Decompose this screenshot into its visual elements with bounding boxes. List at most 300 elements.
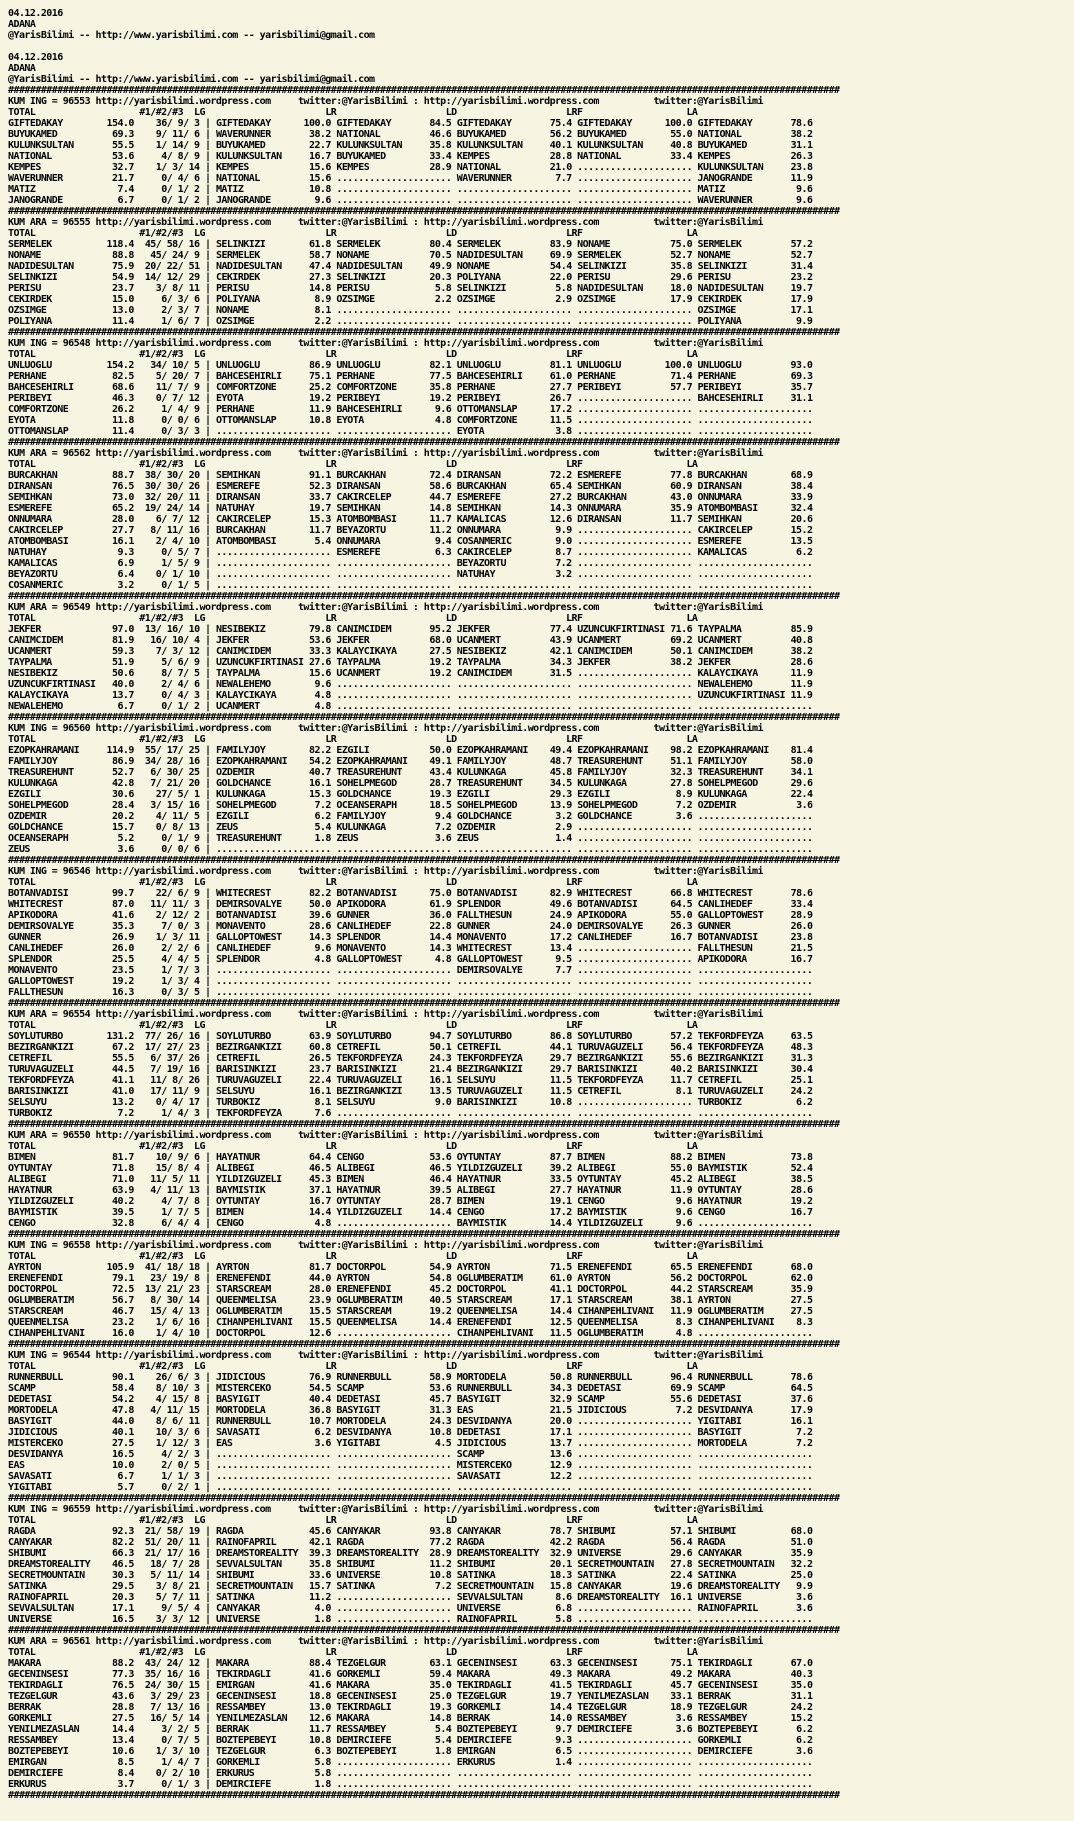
lr-value: 24.3 (429, 1053, 452, 1064)
lr-name: SELINKIZI (336, 272, 386, 283)
ld-name: POLIYANA (456, 272, 501, 283)
lr-value: 35.8 (429, 382, 452, 393)
lrf-value: 4.8 (675, 1328, 693, 1339)
lg-value: 28.6 (308, 921, 331, 932)
lrf-name: QUEENMELISA (577, 1317, 638, 1328)
lr-name: ESMEREFE (336, 547, 381, 558)
ld-name: DREAMSTOREALITY (456, 1548, 539, 1559)
dot-fill: ..................... (456, 184, 572, 195)
lrf-value: 75.0 (670, 239, 693, 250)
lr-value: 1.8 (434, 1746, 452, 1757)
lg-name: BAHCESEHIRLI (215, 371, 282, 382)
total-score: 5.7 (117, 1482, 134, 1493)
la-value: 8.3 (796, 1317, 813, 1328)
dot-fill: ..................... (336, 173, 452, 184)
placings: 32/ 20/ 11 (144, 492, 200, 503)
lrf-name: DEMIRSOVALYE (577, 921, 643, 932)
placings: 11/ 11/ 3 (150, 899, 200, 910)
lrf-value: 11.7 (670, 514, 693, 525)
total-score: 46.5 (111, 1559, 134, 1570)
table-row: JIDICIOUS 40.1 10/ 3/ 6 | SAVASATI 6.2 DESVIDANYA 10.8 DEDETASI 17.1 ..................... BASYIGIT 7.2 (8, 1427, 813, 1438)
placings: 51/ 20/ 11 (144, 1537, 200, 1548)
ld-value: 72.2 (549, 470, 572, 481)
ld-value: 14.4 (549, 1702, 572, 1713)
horse-name: APIKODORA (8, 910, 58, 921)
dot-fill: ..................... (336, 1460, 452, 1471)
dot-fill: ..................... (577, 195, 692, 206)
placings: 0/ 1/ 5 (161, 580, 200, 591)
horse-name: SPLENDOR (8, 954, 52, 965)
placings: 0/ 1/ 10 (155, 569, 200, 580)
dot-fill: ..................... (697, 976, 813, 987)
placings: 1/ 14/ 9 (155, 140, 200, 151)
lg-name: GALLOPTOWEST (215, 932, 282, 943)
lg-name: SEMIHKAN (215, 470, 260, 481)
placings: 15/ 4/ 13 (150, 1306, 200, 1317)
horse-name: POLIYANA (8, 316, 52, 327)
la-value: 58.0 (790, 756, 813, 767)
table-row: QUEENMELISA 23.2 1/ 6/ 16 | CIHANPEHLIVANI 15.5 QUEENMELISA 14.4 ERENEFENDI 12.5 QUEENMELISA 8.3 CIHANPEHLIVANI 8.3 (8, 1317, 813, 1328)
lr-name: NONAME (336, 250, 370, 261)
ld-value: 3.2 (555, 569, 572, 580)
dot-fill: ..................... (215, 569, 331, 580)
column-header-lrf: LRF (566, 1647, 583, 1658)
lr-name: FAMILYJOY (336, 811, 386, 822)
ld-name: CIHANPEHLIVANI (456, 1328, 534, 1339)
la-value: 21.5 (790, 943, 813, 954)
column-header-lrf: LRF (566, 734, 583, 745)
lg-value: 91.1 (308, 470, 331, 481)
la-value: 32.4 (790, 503, 813, 514)
horse-name: ZEUS (8, 844, 30, 855)
lr-name: TEKFORDFEYZA (336, 1053, 402, 1064)
lg-name: SEVVALSULTAN (215, 1559, 282, 1570)
lg-name: SOHELPMEGOD (215, 800, 277, 811)
lr-value: 10.8 (429, 1427, 452, 1438)
lrf-value: 55.0 (670, 129, 693, 140)
dot-fill: ..................... (577, 1482, 692, 1493)
la-value: 31.1 (790, 393, 813, 404)
lg-name: BAYMISTIK (215, 1185, 266, 1196)
total-score: 79.1 (111, 1273, 134, 1284)
lg-name: OGLUMBERATIM (215, 1306, 282, 1317)
ld-value: 21.5 (549, 1405, 572, 1416)
lg-value: 39.6 (308, 910, 331, 921)
la-name: ESMEREFE (697, 536, 742, 547)
lrf-value: 16.7 (670, 932, 693, 943)
dot-fill: ..................... (336, 195, 452, 206)
lr-value: 11.7 (429, 514, 452, 525)
dot-fill: ..................... (577, 1768, 692, 1779)
header-line: 04.12.2016 (8, 8, 63, 19)
lrf-name: RESSAMBEY (577, 1713, 627, 1724)
lrf-value: 50.1 (670, 646, 693, 657)
lg-name: SPLENDOR (215, 954, 260, 965)
la-value: 17.9 (790, 1405, 813, 1416)
horse-name: SEMIHKAN (8, 492, 52, 503)
dot-fill: ..................... (456, 844, 572, 855)
ld-value: 33.5 (549, 1174, 572, 1185)
table-row: RESSAMBEY 13.4 0/ 7/ 5 | BOZTEPEBEYI 10.8 DEMIRCIEFE 5.4 DEMIRCIEFE 9.3 ..................... GORKEMLI 6.2 (8, 1735, 813, 1746)
la-value: 29.6 (790, 778, 813, 789)
column-header-la: LA (686, 1141, 698, 1152)
placings: 1/ 3/ 14 (155, 162, 200, 173)
horse-name: MISTERCEKO (8, 1438, 63, 1449)
horse-name: MORTODELA (8, 1405, 58, 1416)
separator-line: ######################################################################################################################################################## (8, 1229, 840, 1240)
lr-name: DREAMSTOREALITY (336, 1548, 419, 1559)
horse-name: BARISINKIZI (8, 1086, 69, 1097)
lrf-value: 7.2 (675, 800, 693, 811)
table-row: PERIBEYI 46.3 0/ 7/ 12 | EYOTA 19.2 PERIBEYI 19.2 PERIBEYI 26.7 ..................... BAHCESEHIRLI 31.1 (8, 393, 813, 404)
ld-name: GIFTEDAKAY (456, 118, 512, 129)
column-header-la: LA (686, 1361, 698, 1372)
lrf-value: 57.1 (670, 1526, 693, 1537)
dot-fill: ..................... (336, 1482, 452, 1493)
lrf-value: 71.6 (670, 624, 693, 635)
table-row: KULUNKAGA 42.8 7/ 21/ 20 | GOLDCHANCE 16.1 SOHELPMEGOD 28.7 TREASUREHUNT 34.5 KULUNKAGA 27.8 SOHELPMEGOD 29.6 (8, 778, 813, 789)
lr-name: SELSUYU (336, 1097, 375, 1108)
column-header-lg: LG (194, 228, 205, 239)
la-name: SELINKIZI (697, 261, 747, 272)
horse-name: NEWALEHEMO (8, 701, 63, 712)
ld-name: BARISINKIZI (456, 1097, 517, 1108)
horse-name: SEVVALSULTAN (8, 1603, 74, 1614)
lg-value: 4.8 (314, 1218, 331, 1229)
lrf-value: 27.8 (670, 1559, 693, 1570)
total-score: 76.5 (111, 481, 134, 492)
lr-name: KALAYCIKAYA (336, 646, 397, 657)
lrf-value: 3.6 (675, 1724, 693, 1735)
lg-name: JIDICIOUS (215, 1372, 266, 1383)
column-header-total: TOTAL (8, 107, 36, 118)
column-header-lrf: LRF (566, 1251, 583, 1262)
la-name: DESVIDANYA (697, 1405, 753, 1416)
dot-fill: ..................... (577, 943, 693, 954)
dot-fill: ..................... (577, 1416, 693, 1427)
total-score: 27.7 (111, 525, 134, 536)
table-row: TEKIRDAGLI 76.5 24/ 30/ 15 | EMIRGAN 41.6 MAKARA 35.0 TEKIRDAGLI 41.5 TEKIRDAGLI 45.7 GECENINSESI 35.0 (8, 1680, 813, 1691)
lg-value: 3.6 (314, 1438, 331, 1449)
horse-name: KULUNKAGA (8, 778, 58, 789)
lrf-value: 33.4 (670, 151, 693, 162)
total-score: 28.8 (111, 1702, 134, 1713)
la-value: 34.1 (790, 767, 813, 778)
horse-name: CIHANPEHLIVANI (8, 1328, 85, 1339)
la-value: 81.4 (790, 745, 813, 756)
lg-value: 5.8 (314, 1768, 331, 1779)
lg-name: QUEENMELISA (215, 1295, 277, 1306)
la-value: 40.3 (790, 1669, 813, 1680)
table-row: DOCTORPOL 72.5 13/ 21/ 23 | STARSCREAM 28.0 ERENEFENDI 45.2 DOCTORPOL 41.1 DOCTORPOL 44.2 STARSCREAM 35.9 (8, 1284, 813, 1295)
column-header-lr: LR (325, 349, 337, 360)
ld-value: 14.3 (549, 503, 572, 514)
lg-name: DEMIRCIEFE (215, 1779, 271, 1790)
column-header-total: TOTAL (8, 1515, 36, 1526)
dot-fill: ..................... (577, 1757, 693, 1768)
total-score: 13.7 (111, 690, 134, 701)
lg-name: RUNNERBULL (215, 1416, 271, 1427)
lr-name: NADIDESULTAN (336, 261, 403, 272)
horse-name: OZDEMIR (8, 811, 47, 822)
table-row: OZSIMGE 13.0 2/ 3/ 7 | NONAME 8.1 ..................... ..................... ..................... OZSIMGE 17.1 (8, 305, 813, 316)
header-line: ADANA (8, 63, 36, 74)
placings: 11/ 8/ 26 (150, 1075, 200, 1086)
horse-name: RESSAMBEY (8, 1735, 58, 1746)
total-score: 71.0 (111, 1174, 134, 1185)
lr-name: SHIBUMI (336, 1559, 375, 1570)
lg-name: DIRANSAN (215, 492, 260, 503)
column-header-lr: LR (325, 459, 337, 470)
ld-value: 27.7 (549, 1185, 572, 1196)
lr-value: 93.8 (429, 1526, 452, 1537)
lr-value: 3.6 (434, 833, 452, 844)
ld-value: 19.1 (549, 1196, 572, 1207)
table-row: GORKEMLI 27.5 16/ 5/ 14 | YENILMEZASLAN 12.6 MAKARA 14.8 BERRAK 14.0 RESSAMBEY 3.6 RESSAMBEY 15.2 (8, 1713, 813, 1724)
placings: 2/ 2/ 6 (161, 943, 200, 954)
total-score: 28.0 (111, 514, 134, 525)
table-row: POLIYANA 11.4 1/ 6/ 7 | OZSIMGE 2.2 ..................... ..................... ..................... POLIYANA 9.9 (8, 316, 813, 327)
table-row: UNIVERSE 16.5 3/ 3/ 12 | UNIVERSE 1.8 ..................... RAINOFAPRIL 5.8 ..................... ..................... (8, 1614, 813, 1625)
total-score: 46.7 (111, 1306, 134, 1317)
lr-value: 18.5 (429, 800, 452, 811)
lg-value: 15.5 (308, 1317, 331, 1328)
la-value: 35.7 (790, 382, 813, 393)
lrf-name: SERMELEK (577, 250, 621, 261)
lg-value: 44.0 (309, 1273, 331, 1284)
column-header-total: TOTAL (8, 459, 36, 470)
total-score: 43.6 (111, 1691, 134, 1702)
table-row: BURCAKHAN 88.7 38/ 30/ 20 | SEMIHKAN 91.1 BURCAKHAN 72.4 DIRANSAN 72.2 ESMEREFE 77.8 BURCAKHAN 68.9 (8, 470, 813, 481)
lg-name: ERENEFENDI (215, 1273, 271, 1284)
la-name: OZSIMGE (697, 305, 736, 316)
column-header-lg: LG (194, 1515, 205, 1526)
column-header-lr: LR (325, 1020, 337, 1031)
lr-value: 45.7 (429, 1394, 452, 1405)
la-name: PERISU (697, 272, 731, 283)
total-score: 16.1 (111, 536, 134, 547)
total-score: 40.2 (111, 1196, 134, 1207)
la-name: BASYIGIT (697, 1427, 742, 1438)
lr-value: 19.2 (429, 393, 452, 404)
lg-value: 16.7 (308, 1196, 331, 1207)
table-row: EZGILI 30.6 27/ 5/ 1 | KULUNKAGA 15.3 GOLDCHANCE 19.3 EZGILI 29.3 EZGILI 8.9 KULUNKAGA 22.4 (8, 789, 813, 800)
ld-value: 86.8 (549, 1031, 572, 1042)
ld-name: SELSUYU (456, 1075, 496, 1086)
lg-name: CANYAKAR (215, 1603, 260, 1614)
dot-fill: ..................... (456, 976, 572, 987)
total-score: 13.0 (111, 305, 134, 316)
ld-value: 15.8 (549, 1581, 572, 1592)
horse-name: MONAVENTO (8, 965, 58, 976)
la-name: NONAME (697, 250, 731, 261)
horse-name: DEDETASI (8, 1394, 52, 1405)
placings: 0/ 3/ 3 (161, 426, 200, 437)
table-row: APIKODORA 41.6 2/ 12/ 2 | BOTANVADISI 39.6 GUNNER 36.0 FALLTHESUN 24.9 APIKODORA 55.0 GALLOPTOWEST 28.9 (8, 910, 813, 921)
lg-value: 5.8 (314, 1757, 331, 1768)
lg-name: MAKARA (215, 1658, 249, 1669)
horse-name: ESMEREFE (8, 503, 52, 514)
separator-line: ######################################################################################################################################################## (8, 855, 840, 866)
lg-name: STARSCREAM (215, 1284, 271, 1295)
horse-name: RUNNERBULL (8, 1372, 63, 1383)
lr-name: ATOMBOMBASI (336, 514, 397, 525)
table-row: GALLOPTOWEST 19.2 1/ 3/ 4 | ..................... ..................... ..................... ..................... ..................... (8, 976, 813, 987)
lrf-name: CANLIHEDEF (577, 932, 632, 943)
lrf-name: BURCAKHAN (577, 492, 627, 503)
table-row: DEMIRSOVALYE 35.3 7/ 0/ 3 | MONAVENTO 28.6 CANLIHEDEF 22.8 GUNNER 24.0 DEMIRSOVALYE 26.3 GUNNER 26.0 (8, 921, 813, 932)
dot-fill: ..................... (336, 844, 452, 855)
lg-name: RAGDA (215, 1526, 244, 1537)
table-row: GECENINSESI 77.3 35/ 16/ 16 | TEKIRDAGLI 41.6 GORKEMLI 59.4 MAKARA 49.3 MAKARA 49.2 MAKARA 40.3 (8, 1669, 813, 1680)
lr-name: SERMELEK (336, 239, 381, 250)
table-row: NONAME 88.8 45/ 24/ 9 | SERMELEK 58.7 NONAME 70.5 NADIDESULTAN 69.9 SERMELEK 52.7 NONAME 52.7 (8, 250, 813, 261)
ld-name: KULUNKAGA (456, 767, 507, 778)
table-row: BIMEN 81.7 10/ 9/ 6 | HAYATNUR 64.4 CENGO 53.6 OYTUNTAY 87.7 BIMEN 88.2 BIMEN 73.8 (8, 1152, 813, 1163)
lg-name: TEKFORDFEYZA (215, 1108, 282, 1119)
total-score: 88.2 (111, 1658, 134, 1669)
ld-value: 17.1 (549, 1295, 572, 1306)
column-header-lrf: LRF (566, 1141, 583, 1152)
la-value: 16.7 (790, 1207, 813, 1218)
lr-value: 7.2 (434, 1581, 452, 1592)
lg-value: 82.2 (309, 745, 331, 756)
lr-name: RAGDA (336, 1537, 364, 1548)
total-score: 26.9 (111, 932, 134, 943)
la-name: BEZIRGANKIZI (697, 1053, 764, 1064)
horse-name: GALLOPTOWEST (8, 976, 74, 987)
ld-name: SOHELPMEGOD (456, 800, 517, 811)
la-name: CENGO (697, 1207, 725, 1218)
lr-name: KEMPES (336, 162, 370, 173)
ld-value: 13.6 (549, 1449, 572, 1460)
placings: 1/ 3/ 4 (161, 976, 200, 987)
lrf-name: DEMIRCIEFE (577, 1724, 632, 1735)
ld-value: 9.3 (555, 1735, 572, 1746)
dot-fill: ..................... (577, 690, 692, 701)
lg-name: BUYUKAMED (215, 140, 266, 151)
ld-name: DIRANSAN (456, 470, 501, 481)
column-header-ld: LD (445, 734, 457, 745)
lg-value: 37.1 (308, 1185, 331, 1196)
la-value: 57.2 (790, 239, 813, 250)
section-title: KUM ARA = 96549 http://yarisbilimi.wordpress.com twitter:@YarisBilimi : http://yarisbilimi.wordpress.com twitter:@YarisBilimi (8, 602, 763, 613)
lr-name: YIGITABI (336, 1438, 381, 1449)
lrf-name: PERIBEYI (577, 382, 621, 393)
column-header-lrf: LRF (566, 349, 583, 360)
lrf-value: 33.1 (670, 1691, 693, 1702)
table-row: BARISINKIZI 41.0 17/ 11/ 9 | SELSUYU 16.1 BEZIRGANKIZI 13.5 TURUVAGUZELI 11.5 CETREFIL 8.1 TURUVAGUZELI 24.2 (8, 1086, 813, 1097)
ld-name: OZSIMGE (456, 294, 496, 305)
lg-name: OZSIMGE (215, 316, 255, 327)
ld-value: 12.2 (549, 1471, 572, 1482)
ld-value: 40.1 (549, 140, 572, 151)
lrf-name: OZSIMGE (577, 294, 616, 305)
ld-name: UCANMERT (456, 635, 501, 646)
ld-value: 22.0 (549, 272, 572, 283)
lg-name: EMIRGAN (215, 1680, 255, 1691)
table-row: SELSUYU 13.2 0/ 4/ 17 | TURBOKIZ 8.1 SELSUYU 9.0 BARISINKIZI 10.8 ..................... TURBOKIZ 6.2 (8, 1097, 813, 1108)
lr-value: 25.0 (429, 1691, 452, 1702)
la-name: GORKEMLI (697, 1735, 742, 1746)
lg-value: 82.2 (308, 888, 331, 899)
lg-value: 8.1 (314, 305, 331, 316)
placings: 3/ 8/ 11 (155, 283, 200, 294)
ld-value: 3.2 (555, 811, 572, 822)
ld-name: ZEUS (456, 833, 479, 844)
lr-name: TEKIRDAGLI (336, 1702, 392, 1713)
lr-value: 28.7 (429, 1196, 452, 1207)
lrf-value: 100.0 (664, 360, 693, 371)
ld-value: 32.9 (549, 1394, 572, 1405)
lg-value: 50.0 (309, 899, 331, 910)
lrf-value: 56.4 (670, 1042, 693, 1053)
ld-value: 17.2 (549, 1207, 572, 1218)
horse-name: CETREFIL (8, 1053, 52, 1064)
lrf-name: GOLDCHANCE (577, 811, 632, 822)
total-score: 82.5 (111, 371, 134, 382)
lr-value: 58.6 (429, 481, 452, 492)
lrf-name: DIRANSAN (577, 514, 621, 525)
la-value: 25.0 (790, 1570, 813, 1581)
ld-value: 48.7 (549, 756, 572, 767)
lrf-value: 57.2 (670, 1031, 693, 1042)
column-header-la: LA (686, 1020, 698, 1031)
lg-name: SECRETMOUNTAIN (215, 1581, 293, 1592)
separator-line: ######################################################################################################################################################## (8, 998, 840, 1009)
table-row: GUNNER 26.9 1/ 3/ 11 | GALLOPTOWEST 14.3 SPLENDOR 14.4 MONAVENTO 17.2 CANLIHEDEF 16.7 BOTANVADISI 23.8 (8, 932, 813, 943)
table-row: KULUNKSULTAN 55.5 1/ 14/ 9 | BUYUKAMED 22.7 KULUNKSULTAN 35.8 KULUNKSULTAN 40.1 KULUNKSULTAN 40.8 BUYUKAMED 31.1 (8, 140, 813, 151)
lrf-name: WHITECREST (577, 888, 632, 899)
lg-value: 19.2 (308, 393, 331, 404)
lrf-value: 55.0 (670, 1163, 693, 1174)
la-name: PERIBEYI (697, 382, 742, 393)
lrf-value: 55.6 (670, 1053, 693, 1064)
lg-value: 27.3 (308, 272, 331, 283)
section-title: KUM ARA = 96550 http://yarisbilimi.wordpress.com twitter:@YarisBilimi : http://yarisbilimi.wordpress.com twitter:@YarisBilimi (8, 1130, 763, 1141)
lrf-name: YENILMEZASLAN (577, 1691, 649, 1702)
horse-name: BERRAK (8, 1702, 41, 1713)
horse-name: SECRETMOUNTAIN (8, 1570, 85, 1581)
total-score: 154.0 (106, 118, 134, 129)
placings: 16/ 10/ 4 (150, 635, 200, 646)
ld-name: EAS (456, 1405, 474, 1416)
lrf-name: JEKFER (577, 657, 610, 668)
lg-name: ALIBEGI (215, 1163, 255, 1174)
separator-line: ######################################################################################################################################################## (8, 1625, 840, 1636)
table-row: UCANMERT 59.3 7/ 3/ 12 | CANIMCIDEM 33.3 KALAYCIKAYA 27.5 NESIBEKIZ 42.1 CANIMCIDEM 50.1 CANIMCIDEM 38.2 (8, 646, 813, 657)
lg-value: 27.6 (308, 657, 331, 668)
lg-value: 10.8 (308, 184, 331, 195)
dot-fill: ..................... (577, 1108, 692, 1119)
column-header-lg: LG (194, 613, 205, 624)
lr-value: 14.4 (429, 932, 452, 943)
table-row: DEDETASI 54.2 4/ 15/ 8 | BASYIGIT 40.4 DEDETASI 45.7 BASYIGIT 32.9 SCAMP 55.6 DEDETASI 37.6 (8, 1394, 813, 1405)
la-value: 51.0 (790, 1537, 813, 1548)
total-score: 23.2 (111, 1317, 134, 1328)
horse-name: KULUNKSULTAN (8, 140, 74, 151)
lr-value: 4.8 (434, 954, 452, 965)
lrf-name: CIHANPEHLIVANI (577, 1306, 654, 1317)
table-row: WAVERUNNER 21.7 0/ 4/ 6 | NATIONAL 15.6 ..................... WAVERUNNER 7.7 ..................... JANOGRANDE 11.9 (8, 173, 813, 184)
lr-name: BAHCESEHIRLI (336, 404, 403, 415)
lg-value: 4.8 (314, 954, 331, 965)
la-name: BUYUKAMED (697, 140, 747, 151)
lr-name: SOHELPMEGOD (336, 778, 397, 789)
table-row: KALAYCIKAYA 13.7 0/ 4/ 3 | KALAYCIKAYA 4.8 ..................... ..................... ..................... UZUNCUKFIRTINASI 11.9 (8, 690, 813, 701)
lg-name: MONAVENTO (215, 921, 266, 932)
horse-name: EAS (8, 1460, 25, 1471)
